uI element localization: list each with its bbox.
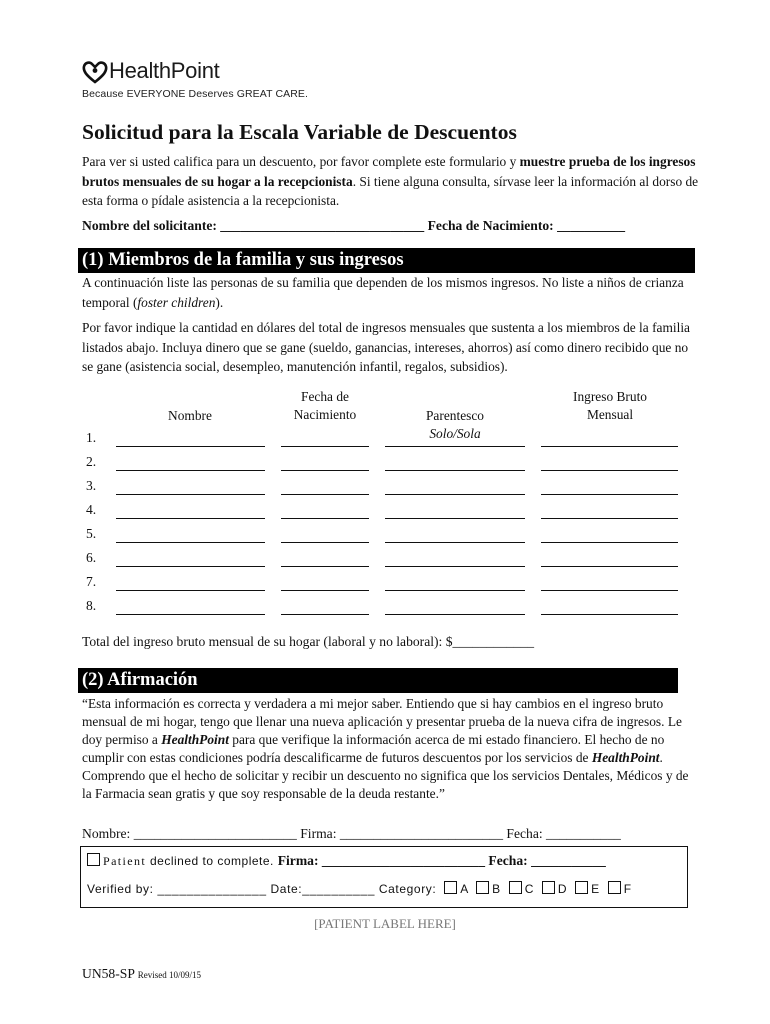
row-number: 4.	[86, 502, 97, 517]
parentesco-field[interactable]	[385, 446, 525, 447]
firma-field[interactable]: Firma: ________________________	[277, 853, 486, 868]
fecha-field[interactable]	[281, 542, 369, 543]
affirmation-paragraph	[82, 695, 697, 803]
nombre-field[interactable]	[116, 614, 265, 615]
nombre-field[interactable]	[116, 518, 265, 519]
nombre-field[interactable]	[116, 566, 265, 567]
nombre-field[interactable]	[116, 470, 265, 471]
fecha-field[interactable]	[281, 566, 369, 567]
affirm-text-1: “Esta información es correcta y verdadera a mi mejor saber. Entiendo que si hay cambios en el ingreso bruto mensual de mi hogar, tengo que llenar una nueva aplicación y presentar prueba de la nueva cifra de ingresos. Le doy permiso a	[82, 696, 682, 747]
table-row	[82, 550, 702, 574]
p1-text-b: ).	[215, 294, 224, 310]
form-footer	[82, 966, 201, 982]
table-row	[82, 574, 702, 598]
category-checkbox[interactable]	[542, 881, 555, 894]
intro-bold: muestre prueba de los ingresos brutos mensuales de su hogar a la recepcionista	[82, 154, 696, 189]
ingreso-field[interactable]	[541, 614, 678, 615]
category-label: C	[524, 882, 534, 896]
affirm-text-3: . Comprendo que el hecho de solicitar y recibir un descuento no significa que los servicios Dentales, Médicos y de la Farmacia sean gratis y que soy responsable de la deuda restante.”	[82, 750, 689, 801]
category-checkbox[interactable]	[444, 881, 457, 894]
intro-paragraph	[82, 152, 702, 211]
fecha-field[interactable]	[281, 494, 369, 495]
parentesco-field[interactable]	[385, 590, 525, 591]
section2-heading: (2) Afirmación	[78, 668, 678, 693]
nombre-field[interactable]	[116, 542, 265, 543]
fecha-field[interactable]: Fecha: ___________	[485, 853, 606, 868]
row-number: 6.	[86, 550, 97, 565]
total-income-line[interactable]: Total del ingreso bruto mensual de su hogar (laboral y no laboral): $____________	[82, 634, 535, 649]
parentesco-field[interactable]	[385, 494, 525, 495]
fecha-field[interactable]	[281, 614, 369, 615]
declined-text: declined to complete.	[146, 854, 278, 868]
office-use-box	[80, 846, 688, 908]
table-row	[82, 598, 702, 622]
p1-text-a: A continuación liste las personas de su familia que dependen de los mismos ingresos. No liste a niños de crianza temporal (	[82, 275, 684, 310]
category-checkbox[interactable]	[476, 881, 489, 894]
parentesco-field[interactable]	[385, 566, 525, 567]
row-number: 2.	[86, 454, 97, 469]
revision-date: Revised 10/09/15	[137, 970, 202, 980]
brand-tagline: Because EVERYONE Deserves GREAT CARE.	[82, 88, 309, 100]
table-row	[82, 478, 702, 502]
patient-label-placeholder: [PATIENT LABEL HERE]	[314, 916, 456, 931]
row-number: 7.	[86, 574, 97, 589]
col-header-ingreso	[545, 388, 675, 424]
col-header-fecha-line2: Nacimiento	[293, 407, 357, 422]
affirm-brand-1: HealthPoint	[161, 732, 229, 747]
signature-line[interactable]: Nombre: ________________________ Firma: ________________________ Fecha: ___________	[82, 826, 621, 841]
section1-heading: (1) Miembros de la familia y sus ingresos	[78, 248, 695, 273]
ingreso-field[interactable]	[541, 494, 678, 495]
ingreso-field[interactable]	[541, 470, 678, 471]
fecha-field[interactable]	[281, 470, 369, 471]
parentesco-field[interactable]	[385, 614, 525, 615]
category-checkbox[interactable]	[608, 881, 621, 894]
parentesco-field[interactable]	[385, 542, 525, 543]
affirm-brand-2: HealthPoint	[591, 750, 660, 765]
category-label: B	[492, 882, 501, 896]
brand-name: HealthPoint	[109, 58, 220, 83]
healthpoint-logo	[82, 58, 342, 102]
declined-row	[87, 853, 606, 869]
category-label: D	[557, 882, 568, 896]
category-label: A	[460, 882, 469, 896]
category-checkbox[interactable]	[509, 881, 522, 894]
ingreso-field[interactable]	[541, 566, 678, 567]
nombre-field[interactable]	[116, 446, 265, 447]
verified-text: Verified by: _______________ Date:__________ Category:	[87, 882, 437, 896]
intro-text-1: Para ver si usted califica para un descuento, por favor complete este formulario y	[82, 154, 520, 169]
col-header-fecha	[275, 388, 375, 424]
patient-label: Patient	[103, 854, 147, 868]
intro-text-2: . Si tiene alguna consulta, sírvase leer la información al dorso de esta forma o pídale asistencia a la recepcionista.	[82, 173, 699, 208]
category-label: E	[591, 882, 600, 896]
verification-row	[87, 881, 632, 896]
table-row	[82, 502, 702, 526]
section1-paragraph-1	[82, 273, 702, 312]
declined-checkbox[interactable]	[87, 853, 100, 866]
affirm-text-2: para que verifique la información acerca de mi estado financiero. El hecho de no cumplir con estas condiciones podría descalificarme de futuros descuentos por los servicios de	[82, 732, 665, 765]
row-number: 1.	[86, 430, 97, 445]
ingreso-field[interactable]	[541, 518, 678, 519]
col-header-ingreso-line1: Ingreso Bruto	[572, 389, 647, 404]
row-number: 5.	[86, 526, 97, 541]
col-header-ingreso-line2: Mensual	[586, 407, 634, 422]
table-row	[82, 526, 702, 550]
fecha-field[interactable]	[281, 518, 369, 519]
table-row	[82, 430, 702, 454]
heart-person-icon	[82, 60, 108, 84]
ingreso-field[interactable]	[541, 446, 678, 447]
page-title: Solicitud para la Escala Variable de Descuentos	[82, 120, 517, 144]
col-header-parentesco-sub: Solo/Sola	[429, 426, 481, 441]
applicant-line[interactable]: Nombre del solicitante: ______________________________ Fecha de Nacimiento: __________	[82, 218, 626, 233]
form-code: UN58-SP	[82, 966, 135, 981]
row-number: 3.	[86, 478, 97, 493]
parentesco-field[interactable]	[385, 470, 525, 471]
ingreso-field[interactable]	[541, 542, 678, 543]
parentesco-field[interactable]	[385, 518, 525, 519]
col-header-parentesco: Parentesco	[425, 408, 484, 423]
nombre-field[interactable]	[116, 494, 265, 495]
fecha-field[interactable]	[281, 446, 369, 447]
section1-paragraph-2: Por favor indique la cantidad en dólares del total de ingresos mensuales que sustenta a los miembros de la familia listados abajo. Incluya dinero que se gane (sueldo, ganancias, intereses, ahorros) así como dinero recibido que no se gane (asistencia social, desempleo, manutención infantil, regalos, subsidios).	[82, 320, 690, 374]
col-header-nombre: Nombre	[168, 408, 212, 423]
ingreso-field[interactable]	[541, 590, 678, 591]
table-row	[82, 454, 702, 478]
family-members-table	[82, 430, 702, 622]
fecha-field[interactable]	[281, 590, 369, 591]
category-checkbox[interactable]	[575, 881, 588, 894]
p1-emphasis: foster children	[137, 294, 216, 310]
nombre-field[interactable]	[116, 590, 265, 591]
category-label: F	[623, 882, 632, 896]
col-header-fecha-line1: Fecha de	[301, 389, 349, 404]
row-number: 8.	[86, 598, 97, 613]
